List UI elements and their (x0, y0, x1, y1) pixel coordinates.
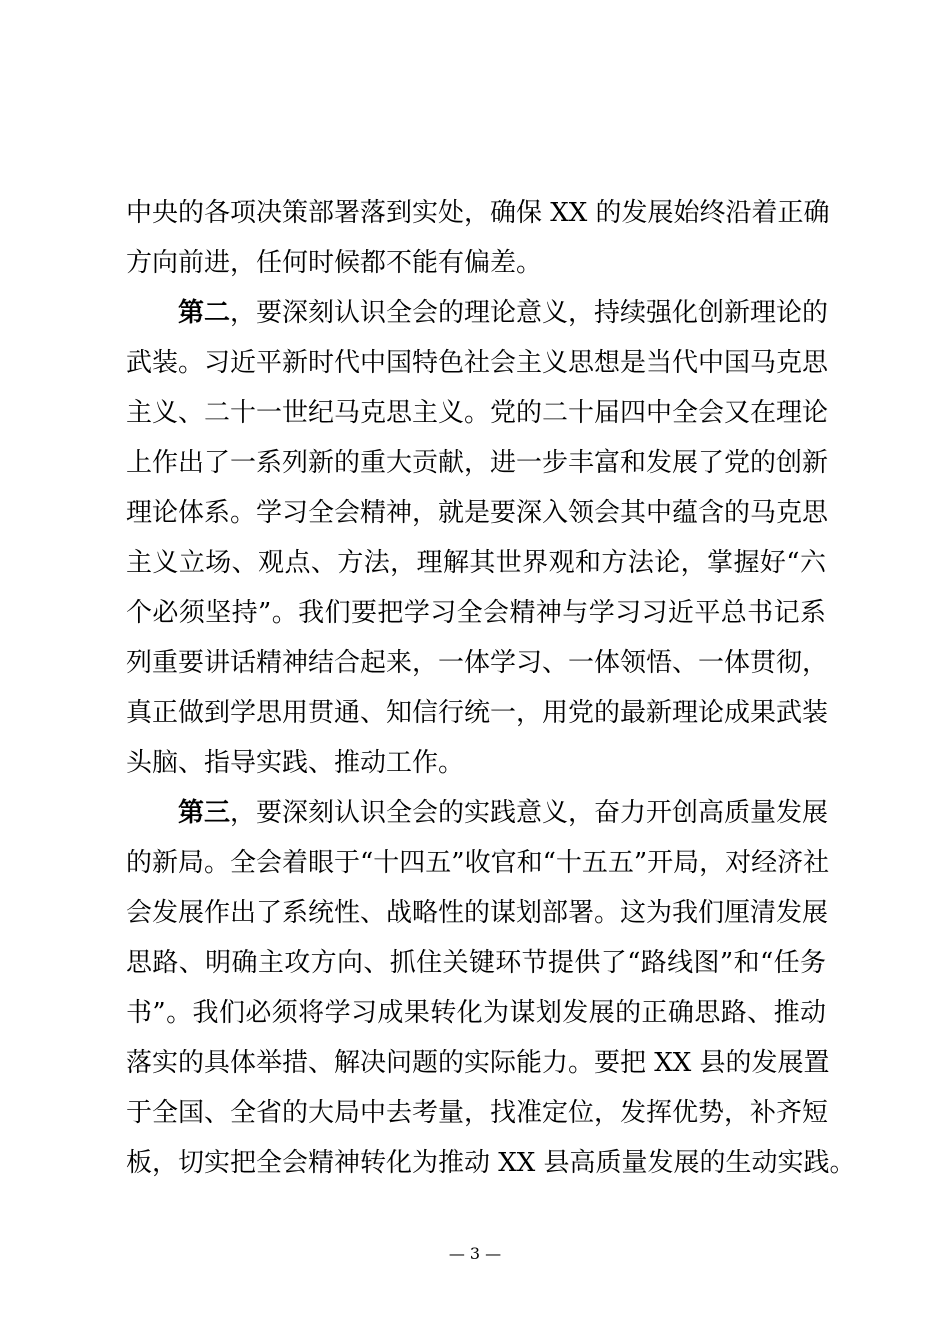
text-line: 主义、二十一世纪马克思主义。党的二十届四中全会又在理论 (126, 398, 829, 428)
text-line: 会发展作出了系统性、战略性的谋划部署。这为我们厘清发展 (126, 898, 829, 928)
text-line: 个必须坚持”。我们要把学习全会精神与学习习近平总书记系 (126, 598, 826, 628)
text-line: 上作出了一系列新的重大贡献，进一步丰富和发展了党的创新 (126, 448, 829, 478)
text-line: 于全国、全省的大局中去考量，找准定位，发挥优势，补齐短 (126, 1098, 829, 1128)
text-line: 的新局。全会着眼于“十四五”收官和“十五五”开局，对经济社 (126, 848, 830, 878)
paragraph-third (126, 788, 856, 1188)
text-line: 武装。习近平新时代中国特色社会主义思想是当代中国马克思 (126, 348, 829, 378)
paragraph-second (126, 288, 829, 788)
text-line: 思路、明确主攻方向、抓住关键环节提供了“路线图”和“任务 (126, 948, 826, 978)
text-fragment: ，要深刻认识全会的实践意义，奋力开创高质量发展 (230, 798, 829, 828)
text-line: 落实的具体举措、解决问题的实际能力。要把 XX 县的发展置 (126, 1048, 830, 1078)
text-line: 书”。我们必须将学习成果转化为谋划发展的正确思路、推动 (126, 998, 826, 1028)
text-line: 理论体系。学习全会精神，就是要深入领会其中蕴含的马克思 (126, 498, 829, 528)
text-line: 列重要讲话精神结合起来，一体学习、一体领悟、一体贯彻， (126, 648, 829, 678)
text-line (126, 288, 829, 338)
page-number: — 3 — (448, 1244, 502, 1263)
text-line: 头脑、指导实践、推动工作。 (126, 748, 465, 778)
text-line: 中央的各项决策部署落到实处，确保 XX 的发展始终沿着正确 (126, 198, 830, 228)
paragraph-continued (126, 188, 830, 288)
paragraph-lead: 第二 (178, 298, 231, 328)
text-line: 真正做到学思用贯通、知信行统一，用党的最新理论成果武装 (126, 698, 829, 728)
text-line: 方向前进，任何时候都不能有偏差。 (126, 248, 543, 278)
text-line: 板，切实把全会精神转化为推动 XX 县高质量发展的生动实践。 (126, 1148, 856, 1178)
text-line: 主义立场、观点、方法，理解其世界观和方法论，掌握好“六 (126, 548, 826, 578)
document-body (126, 188, 856, 1188)
paragraph-lead: 第三 (178, 798, 231, 828)
text-fragment: ，要深刻认识全会的理论意义，持续强化创新理论的 (230, 298, 829, 328)
text-line (126, 788, 829, 838)
